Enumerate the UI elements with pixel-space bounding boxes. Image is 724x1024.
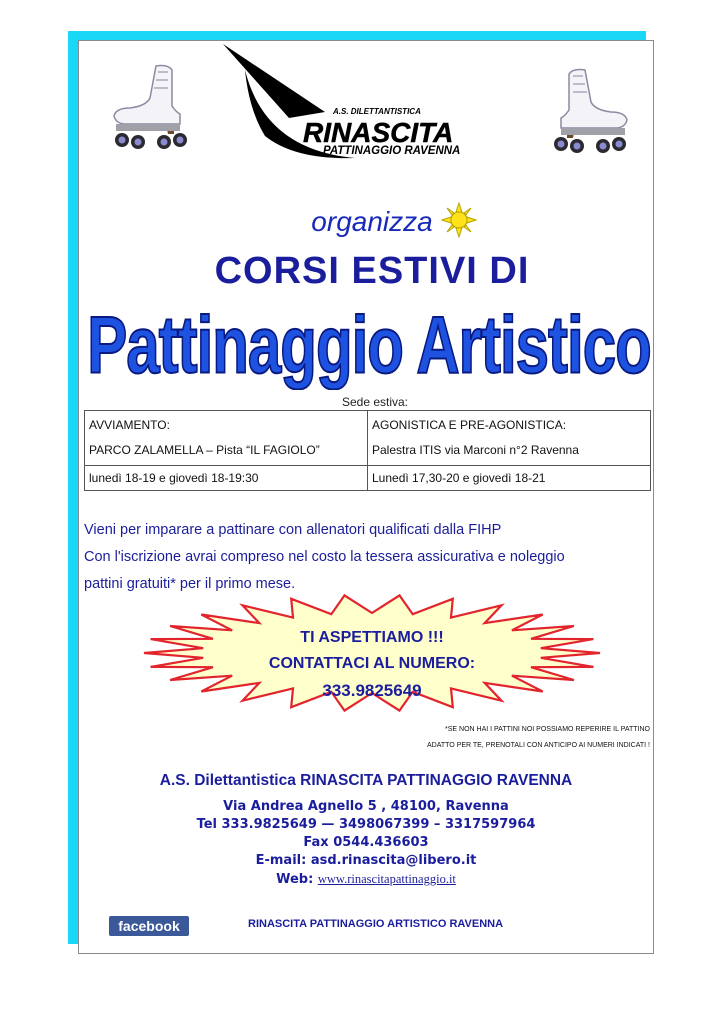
info-line: Vieni per imparare a pattinare con allenatori qualificati dalla FIHP — [84, 522, 502, 538]
schedule-place: Palestra ITIS via Marconi n°2 Ravenna — [372, 443, 579, 457]
logo-small-text: A.S. DILETTANTISTICA — [333, 107, 421, 116]
schedule-time: lunedì 18-19 e giovedì 18-19:30 — [85, 466, 368, 491]
footnote-line: *SE NON HAI I PATTINI NOI POSSIAMO REPERIRE IL PATTINO — [445, 726, 650, 733]
schedule-caption: Sede estiva: — [341, 395, 409, 409]
logo-sub: PATTINAGGIO RAVENNA — [323, 145, 461, 157]
schedule-place: PARCO ZALAMELLA – Pista “IL FAGIOLO” — [89, 443, 320, 457]
table-row — [85, 466, 651, 491]
web-link[interactable]: www.rinascitapattinaggio.it — [317, 872, 456, 886]
contact-block — [78, 770, 654, 889]
org-fax: Fax 0544.436603 — [303, 835, 429, 850]
logo-name: RINASCITA — [303, 117, 454, 148]
table-row — [85, 411, 651, 466]
schedule-table — [84, 410, 651, 491]
info-line: pattini gratuiti* per il primo mese. — [84, 576, 296, 592]
footer-name: RINASCITA PATTINAGGIO ARTISTICO RAVENNA — [248, 918, 504, 930]
info-text — [84, 517, 644, 598]
org-name: A.S. Dilettantistica RINASCITA PATTINAGGIO RAVENNA — [159, 772, 573, 789]
burst-text — [142, 625, 602, 705]
info-line: Con l'iscrizione avrai compreso nel costo la tessera assicurativa e noleggio — [84, 549, 565, 565]
burst-line: TI ASPETTIAMO !!! — [300, 629, 444, 646]
schedule-cell-left — [85, 411, 368, 466]
org-tel: Tel 333.9825649 — 3498067399 – 3317597964 — [196, 817, 536, 832]
footnote — [427, 722, 650, 754]
org-web — [78, 870, 654, 889]
schedule-time: Lunedì 17,30-20 e giovedì 18-21 — [368, 466, 651, 491]
headline-title: CORSI ESTIVI DI — [214, 250, 530, 292]
org-email[interactable]: E-mail: asd.rinascita@libero.it — [255, 853, 477, 868]
burst-phone: 333.9825649 — [322, 681, 422, 700]
facebook-logo[interactable]: facebook — [109, 916, 189, 936]
org-address: Via Andrea Agnello 5 , 48100, Ravenna — [223, 799, 509, 814]
roller-skate-icon — [106, 62, 196, 158]
organizza-text: organizza — [311, 206, 433, 237]
schedule-cell-right — [368, 411, 651, 466]
schedule-heading: AGONISTICA E PRE-AGONISTICA: — [372, 418, 567, 432]
rinascita-logo — [205, 40, 535, 172]
burst-line: CONTATTACI AL NUMERO: — [268, 655, 476, 672]
web-label: Web: — [276, 872, 314, 887]
headline-subtitle: Pattinaggio Artistico — [87, 299, 651, 390]
footnote-line: ADATTO PER TE, PRENOTALI CON ANTICIPO AI NUMERI INDICATI ! — [427, 742, 650, 749]
roller-skate-icon — [545, 66, 635, 162]
schedule-heading: AVVIAMENTO: — [89, 418, 170, 432]
sun-icon — [441, 202, 477, 238]
